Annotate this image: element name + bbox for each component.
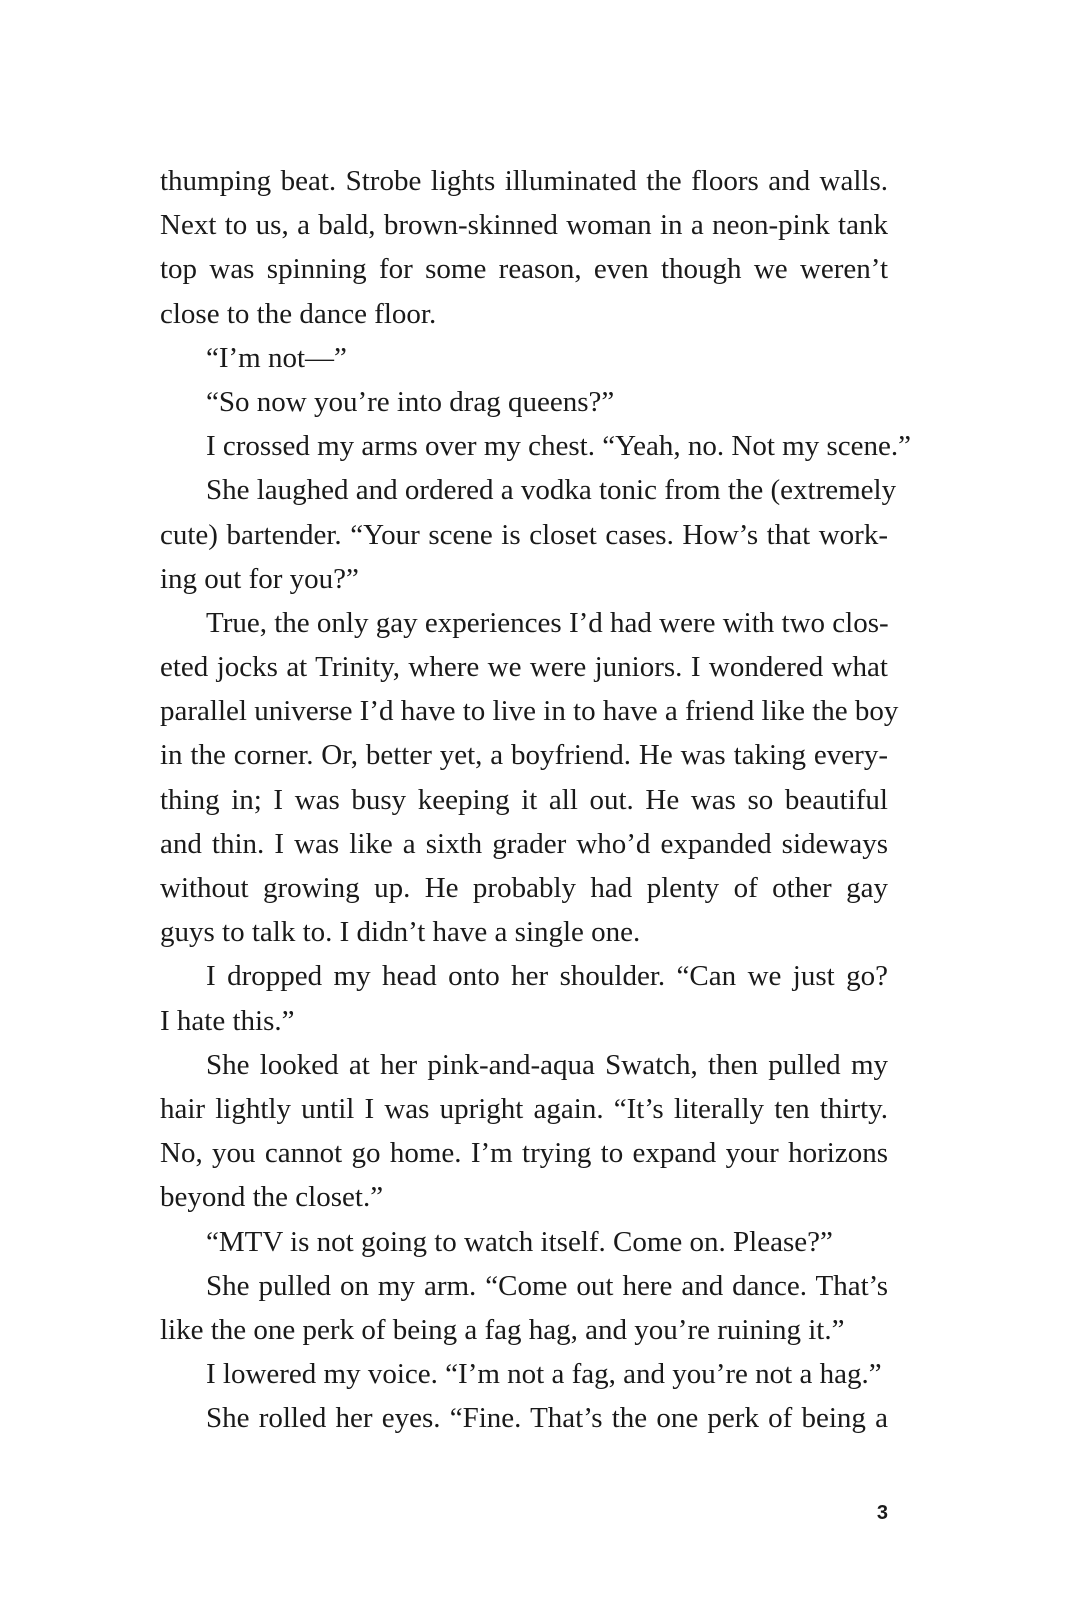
text-line: She pulled on my arm. “Come out here and dance. That’s <box>206 1269 888 1302</box>
text-line: ing out for you?” <box>160 562 359 595</box>
text-line: close to the dance floor. <box>160 297 437 330</box>
text-line: in the corner. Or, better yet, a boyfriend. He was taking every- <box>160 739 888 772</box>
page-number: 3 <box>876 1502 888 1524</box>
text-line: I lowered my voice. “I’m not a fag, and you’re not a hag.” <box>206 1358 882 1391</box>
text-line: “So now you’re into drag queens?” <box>206 385 615 418</box>
text-line: True, the only gay experiences I’d had were with two clos- <box>206 606 889 639</box>
body-text <box>160 159 911 1440</box>
text-line: hair lightly until I was upright again. “It’s literally ten thirty. <box>160 1092 888 1125</box>
text-line: “MTV is not going to watch itself. Come on. Please?” <box>206 1225 833 1258</box>
text-line: and thin. I was like a sixth grader who’d expanded sideways <box>160 827 888 860</box>
text-line: I hate this.” <box>160 1004 295 1037</box>
text-line: eted jocks at Trinity, where we were juniors. I wondered what <box>160 651 888 684</box>
text-line: I dropped my head onto her shoulder. “Can we just go? <box>206 960 888 993</box>
text-line: “I’m not—” <box>206 341 347 374</box>
text-line: No, you cannot go home. I’m trying to expand your horizons <box>160 1137 888 1170</box>
text-line: parallel universe I’d have to live in to have a friend like the boy <box>160 695 899 728</box>
text-line: She rolled her eyes. “Fine. That’s the one perk of being a <box>206 1402 888 1435</box>
text-line: like the one perk of being a fag hag, and you’re ruining it.” <box>160 1313 845 1346</box>
text-line: thing in; I was busy keeping it all out. He was so beautiful <box>160 783 888 816</box>
text-line: She laughed and ordered a vodka tonic from the (extremely <box>206 474 897 507</box>
text-line: beyond the closet.” <box>160 1181 384 1214</box>
text-line: top was spinning for some reason, even though we weren’t <box>160 253 888 286</box>
text-line: She looked at her pink-and-aqua Swatch, then pulled my <box>206 1048 888 1081</box>
text-line: Next to us, a bald, brown-skinned woman in a neon-pink tank <box>160 209 888 242</box>
text-line: without growing up. He probably had plenty of other gay <box>160 872 888 904</box>
text-line: cute) bartender. “Your scene is closet cases. How’s that work- <box>160 518 888 551</box>
text-line: thumping beat. Strobe lights illuminated the floors and walls. <box>160 165 888 197</box>
text-line: guys to talk to. I didn’t have a single one. <box>160 916 641 949</box>
text-line: I crossed my arms over my chest. “Yeah, no. Not my scene.” <box>206 430 911 463</box>
